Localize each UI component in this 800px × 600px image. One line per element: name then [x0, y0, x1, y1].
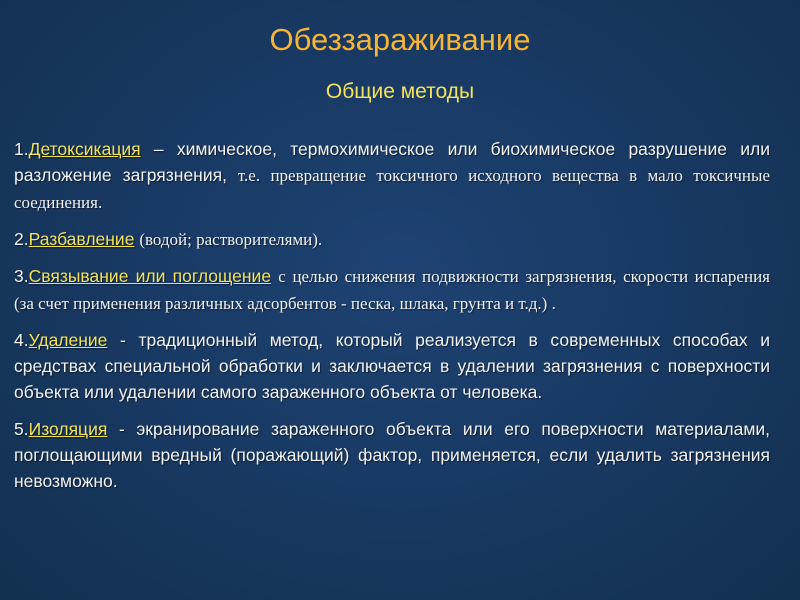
item-note: т.е. превращение токсичного исходного вещества в мало токсичные соединения.	[14, 166, 770, 212]
list-item	[14, 226, 770, 253]
slide-subtitle: Общие методы	[325, 80, 475, 103]
list-item	[14, 263, 770, 317]
item-term: Разбавление	[28, 229, 135, 249]
list-item	[14, 416, 770, 495]
item-text: - традиционный метод, который реализуется в современных способах и средствах специальной обработки и заключается в удалении загрязнения с поверхности объекта или удалении самого зараженного объекта от человека.	[14, 330, 770, 402]
item-number: 2.	[14, 229, 29, 249]
item-term: Удаление	[28, 330, 108, 350]
item-note: с целью снижения подвижности загрязнения, скорости испарения (за счет применения различных адсорбентов - песка, шлака, грунта и т.д.) .	[14, 267, 770, 313]
item-term: Связывание или поглощение	[28, 266, 272, 286]
item-text: - экранирование зараженного объекта или его поверхности материалами, поглощающими вредный (поражающий) фактор, применяется, если удалить загрязнения невозможно.	[14, 419, 770, 491]
list-item	[14, 136, 770, 216]
methods-list	[14, 136, 770, 505]
item-number: 5.	[14, 419, 29, 439]
item-text: – химическое, термохимическое или биохимическое разрушение или разложение загрязнения,	[14, 139, 770, 185]
item-number: 1.	[14, 139, 29, 159]
slide-title: Обеззараживание	[269, 22, 531, 57]
item-number: 3.	[14, 266, 29, 286]
list-item	[14, 327, 770, 406]
item-note: (водой; растворителями).	[139, 230, 323, 249]
item-number: 4.	[14, 330, 29, 350]
item-term: Изоляция	[28, 419, 108, 439]
item-term: Детоксикация	[28, 139, 141, 159]
